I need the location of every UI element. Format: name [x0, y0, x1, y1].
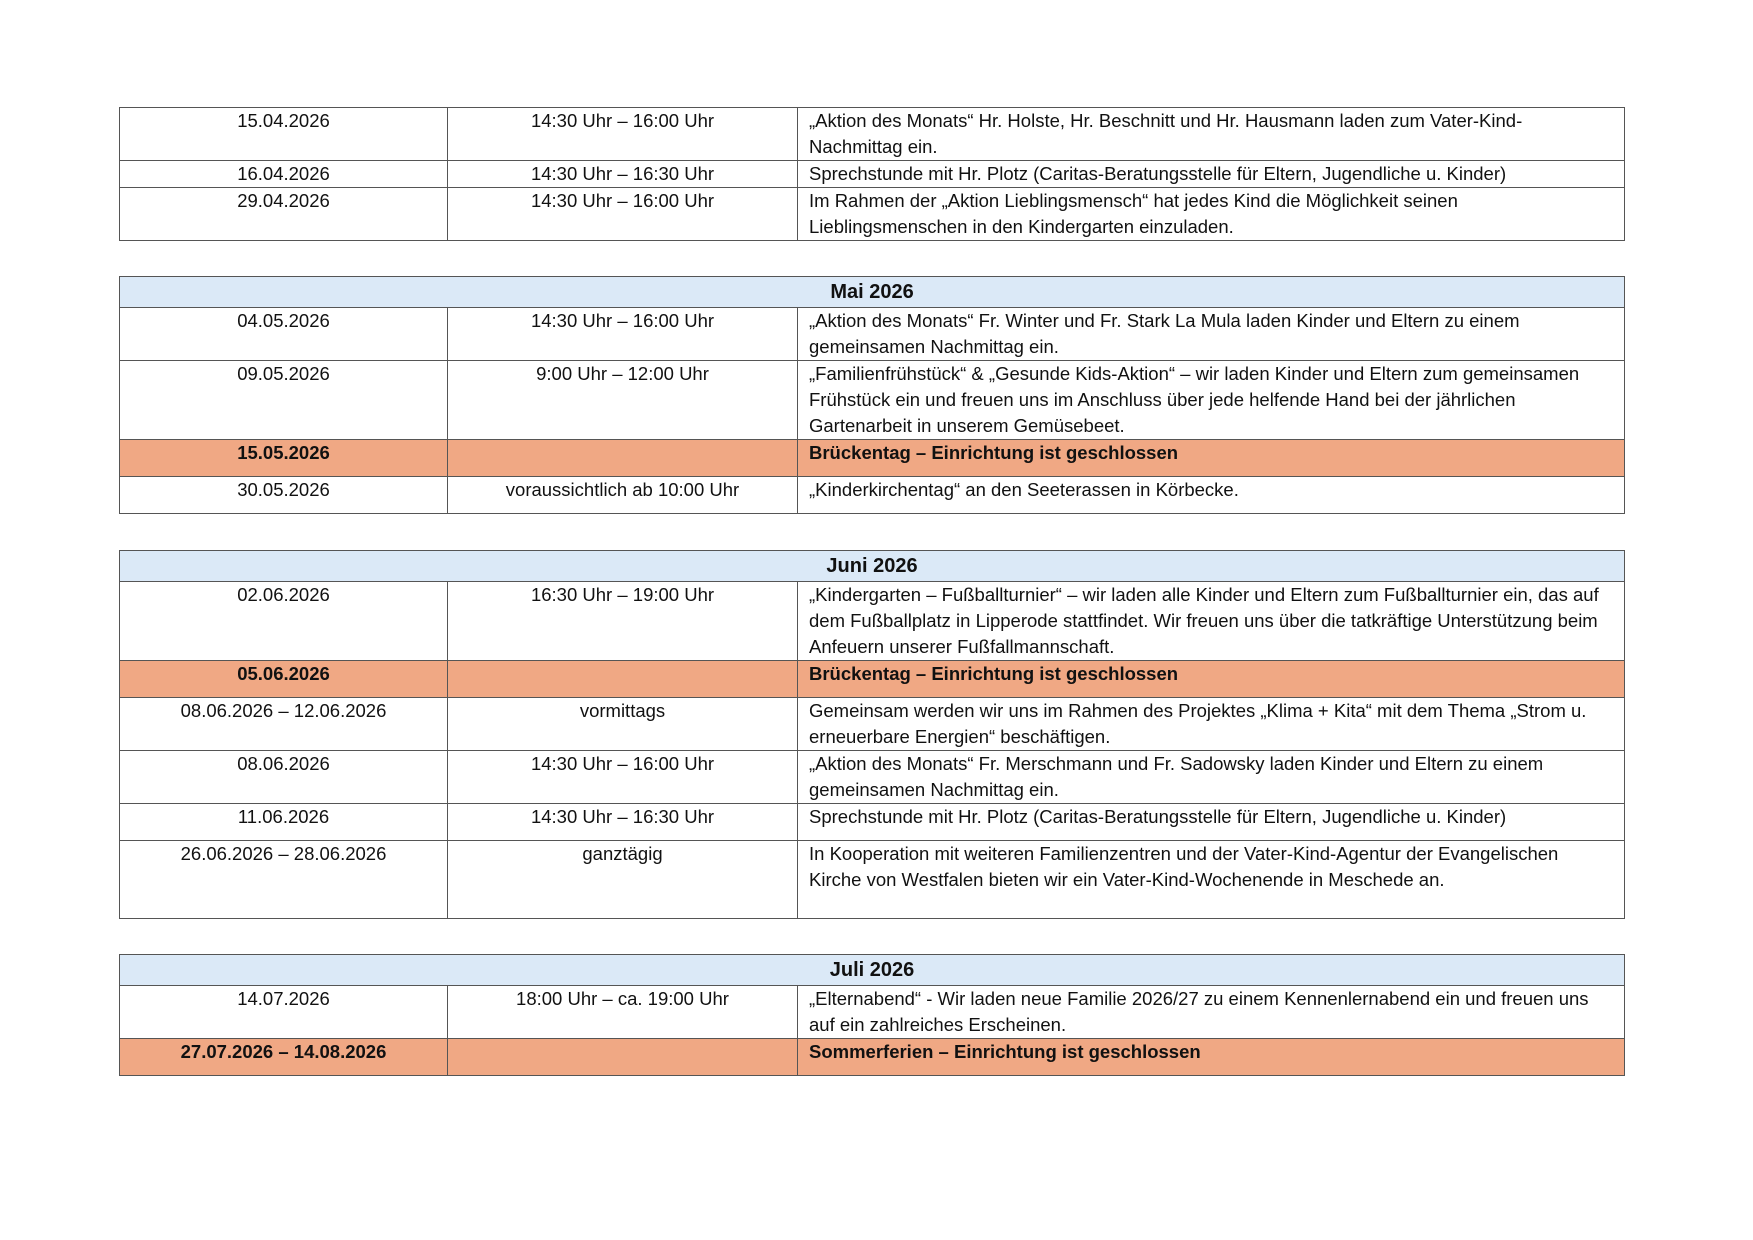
event-description: „Familienfrühstück“ & „Gesunde Kids-Aktion“ – wir laden Kinder und Eltern zum gemeinsamen Frühstück ein und freuen uns im Anschluss über jede helfende Hand bei der jährlichen Gartenarbeit in unserem Gemüsebeet.: [798, 361, 1625, 440]
table-row: [120, 161, 1625, 188]
event-time: 14:30 Uhr – 16:00 Uhr: [448, 108, 798, 161]
event-description: Im Rahmen der „Aktion Lieblingsmensch“ hat jedes Kind die Möglichkeit seinen Lieblingsmenschen in den Kindergarten einzuladen.: [798, 188, 1625, 241]
event-time: vormittags: [448, 698, 798, 751]
event-description: „Aktion des Monats“ Fr. Winter und Fr. Stark La Mula laden Kinder und Eltern zu einem gemeinsamen Nachmittag ein.: [798, 308, 1625, 361]
table-row: [120, 582, 1625, 661]
event-description: „Kindergarten – Fußballturnier“ – wir laden alle Kinder und Eltern zum Fußballturnier ein, das auf dem Fußballplatz in Lipperode stattfindet. Wir freuen uns über die tatkräftige Unterstützung beim Anfeuern unserer Fußfallmannschaft.: [798, 582, 1625, 661]
event-description: Brückentag – Einrichtung ist geschlossen: [798, 661, 1625, 698]
table-row: [120, 804, 1625, 841]
month-header-row: [120, 955, 1625, 986]
event-date: 30.05.2026: [120, 477, 448, 514]
month-header: Juni 2026: [120, 551, 1625, 582]
event-time: [448, 1039, 798, 1076]
event-description: Sprechstunde mit Hr. Plotz (Caritas-Beratungsstelle für Eltern, Jugendliche u. Kinder): [798, 804, 1625, 841]
event-date: 05.06.2026: [120, 661, 448, 698]
schedule-table-june: [119, 550, 1625, 919]
event-description: Gemeinsam werden wir uns im Rahmen des Projektes „Klima + Kita“ mit dem Thema „Strom u. erneuerbare Energien“ beschäftigen.: [798, 698, 1625, 751]
event-date: 11.06.2026: [120, 804, 448, 841]
event-time: 14:30 Uhr – 16:00 Uhr: [448, 188, 798, 241]
event-time: 14:30 Uhr – 16:00 Uhr: [448, 308, 798, 361]
table-row: [120, 477, 1625, 514]
table-row: [120, 308, 1625, 361]
table-row: [120, 188, 1625, 241]
event-description: Brückentag – Einrichtung ist geschlossen: [798, 440, 1625, 477]
table-row: [120, 108, 1625, 161]
event-description: „Kinderkirchentag“ an den Seeterassen in Körbecke.: [798, 477, 1625, 514]
event-date: 14.07.2026: [120, 986, 448, 1039]
event-date: 26.06.2026 – 28.06.2026: [120, 841, 448, 919]
event-description: „Aktion des Monats“ Hr. Holste, Hr. Beschnitt und Hr. Hausmann laden zum Vater-Kind-Nachmittag ein.: [798, 108, 1625, 161]
event-date: 15.05.2026: [120, 440, 448, 477]
event-date: 02.06.2026: [120, 582, 448, 661]
table-row: [120, 361, 1625, 440]
event-description: „Aktion des Monats“ Fr. Merschmann und Fr. Sadowsky laden Kinder und Eltern zu einem gemeinsamen Nachmittag ein.: [798, 751, 1625, 804]
event-time: 18:00 Uhr – ca. 19:00 Uhr: [448, 986, 798, 1039]
event-time: 14:30 Uhr – 16:30 Uhr: [448, 161, 798, 188]
event-description: „Elternabend“ - Wir laden neue Familie 2026/27 zu einem Kennenlernabend ein und freuen uns auf ein zahlreiches Erscheinen.: [798, 986, 1625, 1039]
event-time: [448, 440, 798, 477]
closed-day-row: [120, 1039, 1625, 1076]
event-time: ganztägig: [448, 841, 798, 919]
event-date: 08.06.2026 – 12.06.2026: [120, 698, 448, 751]
event-time: 16:30 Uhr – 19:00 Uhr: [448, 582, 798, 661]
event-time: 14:30 Uhr – 16:00 Uhr: [448, 751, 798, 804]
event-date: 29.04.2026: [120, 188, 448, 241]
event-description: Sommerferien – Einrichtung ist geschlossen: [798, 1039, 1625, 1076]
event-time: [448, 661, 798, 698]
table-row: [120, 698, 1625, 751]
event-date: 08.06.2026: [120, 751, 448, 804]
event-date: 16.04.2026: [120, 161, 448, 188]
event-date: 15.04.2026: [120, 108, 448, 161]
table-row: [120, 986, 1625, 1039]
closed-day-row: [120, 440, 1625, 477]
event-time: 14:30 Uhr – 16:30 Uhr: [448, 804, 798, 841]
event-time: 9:00 Uhr – 12:00 Uhr: [448, 361, 798, 440]
month-header: Mai 2026: [120, 277, 1625, 308]
month-header: Juli 2026: [120, 955, 1625, 986]
event-date: 27.07.2026 – 14.08.2026: [120, 1039, 448, 1076]
event-description: Sprechstunde mit Hr. Plotz (Caritas-Beratungsstelle für Eltern, Jugendliche u. Kinder): [798, 161, 1625, 188]
schedule-table-july: [119, 954, 1625, 1076]
event-date: 09.05.2026: [120, 361, 448, 440]
event-description: In Kooperation mit weiteren Familienzentren und der Vater-Kind-Agentur der Evangelischen Kirche von Westfalen bieten wir ein Vater-Kind-Wochenende in Meschede an.: [798, 841, 1625, 919]
closed-day-row: [120, 661, 1625, 698]
schedule-table-april: [119, 107, 1625, 241]
month-header-row: [120, 551, 1625, 582]
table-row: [120, 841, 1625, 919]
table-row: [120, 751, 1625, 804]
event-time: voraussichtlich ab 10:00 Uhr: [448, 477, 798, 514]
month-header-row: [120, 277, 1625, 308]
schedule-table-may: [119, 276, 1625, 514]
event-date: 04.05.2026: [120, 308, 448, 361]
